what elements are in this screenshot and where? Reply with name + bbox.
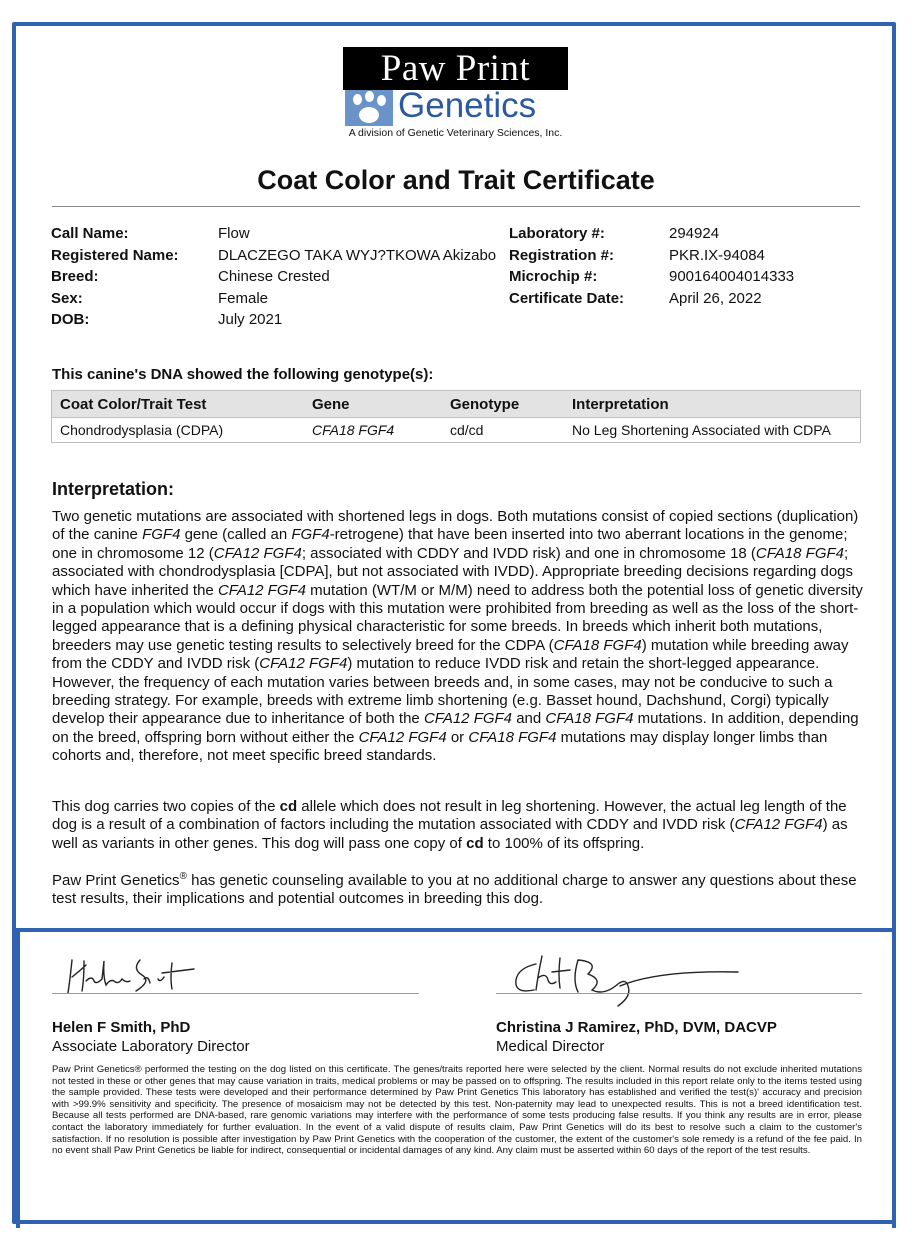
info-label: Sex: <box>51 289 83 307</box>
info-value: July 2021 <box>218 311 283 329</box>
signatory-right <box>496 1018 777 1056</box>
table-row <box>52 418 861 443</box>
table-cell: No Leg Shortening Associated with CDPA <box>564 418 861 443</box>
genotype-heading: This canine's DNA showed the following genotype(s): <box>52 366 434 383</box>
table-header-row <box>52 391 861 418</box>
signature-christina-ramirez-image <box>508 950 748 1010</box>
info-label: Microchip #: <box>509 268 598 286</box>
info-label: Registration #: <box>509 246 615 264</box>
info-value: 294924 <box>669 225 720 242</box>
signature-line-left <box>52 993 419 994</box>
logo-subtitle: A division of Genetic Veterinary Sciences, Inc. <box>348 127 563 139</box>
signatory-name: Christina J Ramirez, PhD, DVM, DACVP <box>496 1019 777 1036</box>
signatory-left <box>52 1018 250 1056</box>
table-cell: CFA18 FGF4 <box>304 418 442 443</box>
paw-print-genetics-logo <box>343 47 568 139</box>
dog-info-left <box>51 223 496 331</box>
table-cell: cd/cd <box>442 418 564 443</box>
info-label: Breed: <box>51 268 99 286</box>
info-value: PKR.IX-94084 <box>669 246 765 264</box>
title-divider <box>52 206 860 207</box>
info-label: DOB: <box>51 311 90 329</box>
interpretation-heading: Interpretation: <box>52 479 175 499</box>
column-header: Interpretation <box>564 391 861 418</box>
interpretation-paragraph-1: Two genetic mutations are associated with shortened legs in dogs. Both mutations consist of copied sections (duplication) of the canine FGF4 gene (called an FGF4-retrogene) that have been inserted into two aberrant locations in the genome; one in chromosome 12 (CFA12 FGF4; associated with CDDY and IVDD risk) and one in chromosome 18 (CFA18 FGF4; associated with chondrodysplasia [CDPA], but not associated with IVDD). Appropriate breeding decisions regarding dogs which have inherited the CFA12 FGF4 mutation (WT/M or M/M) need to address both the potential loss of genetic diversity in a population which would occur if dogs with this mutation were prohibited from breeding as well as the loss of the short-legged appearance that is a defining physical characteristic for some breeds. In breeds which inherit both mutations, breeders may use genetic testing results to selectively breed for the CDPA (CFA18 FGF4) mutation while breeding away from the CDDY and IVDD risk (CFA12 FGF4) mutation to reduce IVDD risk and retain the short-legged appearance. However, the frequency of each mutation varies between breeds and, in some cases, may not be conducive to such a breeding strategy. For example, breeds with extreme limb shortening (e.g. Basset hound, Dachshund, Corgi) typically develop their appearance due to inheritance of both the CFA12 FGF4 and CFA18 FGF4 mutations. In addition, depending on the breed, offspring born without either the CFA12 FGF4 or CFA18 FGF4 mutations may display longer limbs than cohorts and, therefore, not meet specific breed standards. <box>52 508 863 765</box>
info-value: April 26, 2022 <box>669 289 762 307</box>
column-header: Gene <box>304 391 442 418</box>
disclaimer-text: Paw Print Genetics® performed the testing on the dog listed on this certificate. The genes/traits reported here were selected by the client. Normal results do not exclude inherited mutations not tested in these or other genes that may cause variation in traits, medical problems or may be passed on to offspring. The results included in this report relate only to the items tested using the sample provided. These tests were developed and their performance determined by Paw Print Genetics This laboratory has established and verified the test(s)' accuracy and precision with >99.9% sensitivity and specificity. The presence of mosaicism may not be detected by this test. Non-paternity may lead to unexpected results. This is not a breed identification test. Because all tests performed are DNA-based, rare genomic variations may interfere with the performance of some tests producing false results. If you think any results are in error, please contact the laboratory immediately for further evaluation. In the event of a valid dispute of results claim, Paw Print Genetics will do its best to resolve such a claim to the customer's satisfaction. If no resolution is possible after investigation by Paw Print Genetics with the cooperation of the customer, the extent of the customer's sole remedy is a refund of the fee paid. In no event shall Paw Print Genetics be liable for indirect, consequential or incidental damages of any kind. Any claim must be asserted within 60 days of the report of the test results. <box>52 1064 862 1157</box>
info-label: Laboratory #: <box>509 225 605 242</box>
info-value: Chinese Crested <box>218 268 330 286</box>
logo-line2: Genetics <box>398 86 537 125</box>
signature-helen-smith-image <box>62 955 202 997</box>
interpretation-paragraph-3: Paw Print Genetics® has genetic counseling available to you at no additional charge to answer any questions about these test results, their implications and potential outcomes in breeding this dog. <box>52 871 857 908</box>
table-cell: Chondrodysplasia (CDPA) <box>52 418 305 443</box>
info-value: 900164004014333 <box>669 268 795 286</box>
genotype-table <box>51 390 861 443</box>
interpretation-paragraph-2: This dog carries two copies of the cd allele which does not result in leg shortening. However, the actual leg length of the dog is a result of a combination of factors including the mutation associated with CDDY and IVDD risk (CFA12 FGF4) as well as variants in other genes. This dog will pass one copy of cd to 100% of its offspring. <box>52 798 848 852</box>
info-value: Female <box>218 289 269 307</box>
logo-line1: Paw Print <box>343 47 568 90</box>
info-value: Flow <box>218 225 250 242</box>
signatory-title: Associate Laboratory Director <box>52 1038 250 1055</box>
dog-info-right <box>509 223 794 309</box>
info-value: DLACZEGO TAKA WYJ?TKOWA Akizabo <box>218 246 497 264</box>
column-header: Coat Color/Trait Test <box>52 391 305 418</box>
signatory-name: Helen F Smith, PhD <box>52 1019 191 1036</box>
certificate-title: Coat Color and Trait Certificate <box>257 165 655 195</box>
info-label: Certificate Date: <box>509 289 625 307</box>
info-label: Registered Name: <box>51 246 179 264</box>
signatory-title: Medical Director <box>496 1038 605 1055</box>
column-header: Genotype <box>442 391 564 418</box>
info-label: Call Name: <box>51 225 129 242</box>
paw-print-icon <box>345 90 393 126</box>
signature-line-right <box>496 993 862 994</box>
